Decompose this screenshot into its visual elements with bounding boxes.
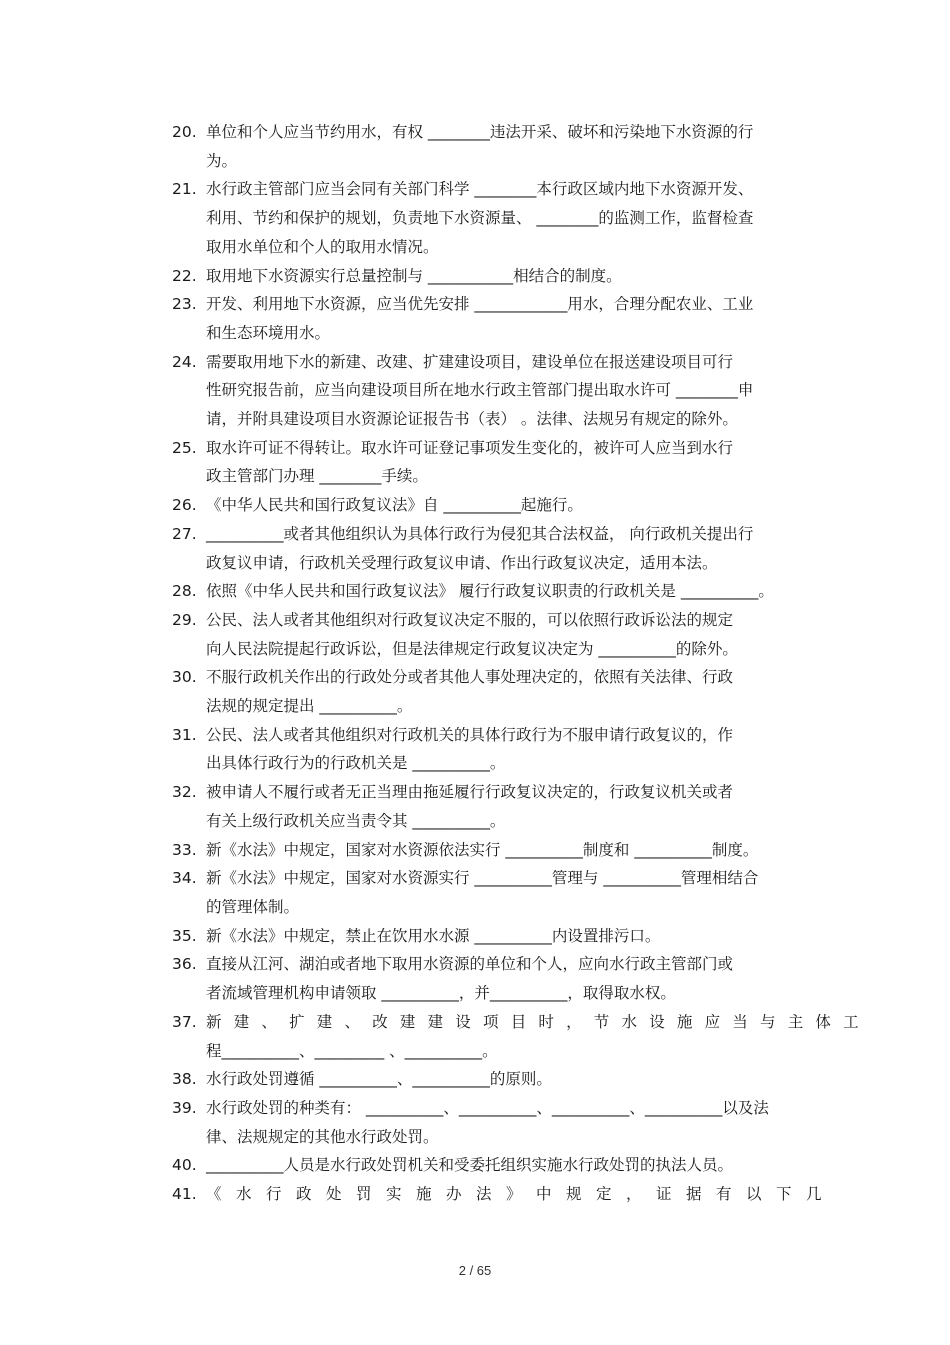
question-line: 取水许可证不得转让。取水许可证登记事项发生变化的，被许可人应当到水行 — [206, 438, 734, 457]
question-number: 31. — [172, 725, 197, 744]
question-number: 24. — [172, 352, 197, 371]
question-line: 的管理体制。 — [206, 897, 300, 916]
question-text — [206, 1180, 862, 1209]
question-line: 请，并附具建设项目水资源论证报告书（表） 。法律、法规另有规定的除外。 — [206, 410, 738, 429]
question-line: 向人民法院提起行政诉讼，但是法律规定行政复议决定为 __________的除外。 — [206, 639, 738, 658]
question-text — [206, 1008, 871, 1065]
question-item — [172, 434, 862, 491]
question-line: 需要取用地下水的新建、改建、扩建建设项目，建设单位在报送建设项目可行 — [206, 352, 734, 371]
question-text — [206, 1151, 862, 1180]
question-item — [172, 491, 862, 520]
question-line: 水行政主管部门应当会同有关部门科学 ________本行政区域内地下水资源开发、 — [206, 180, 754, 199]
question-number: 20. — [172, 123, 197, 141]
question-line: 公民、法人或者其他组织对行政机关的具体行政行为不服申请行政复议的，作 — [206, 725, 734, 744]
question-line: 利用、节约和保护的规划，负责地下水资源量、 ________的监测工作，监督检查 — [206, 209, 754, 228]
question-line: 法规的规定提出 __________。 — [206, 697, 413, 716]
question-line: 取用地下水资源实行总量控制与 ___________相结合的制度。 — [206, 266, 622, 285]
question-text — [206, 721, 862, 778]
question-line: 不服行政机关作出的行政处分或者其他人事处理决定的，依照有关法律、行政 — [206, 668, 734, 687]
question-text — [206, 663, 862, 720]
question-item — [172, 1180, 862, 1209]
question-number: 28. — [172, 582, 197, 601]
question-item — [172, 175, 862, 261]
question-number: 29. — [172, 610, 197, 629]
question-text — [206, 836, 862, 865]
question-line: 被申请人不履行或者无正当理由拖延履行行政复议决定的，行政复议机关或者 — [206, 783, 734, 802]
question-item — [172, 606, 862, 663]
question-line: 直接从江河、湖泊或者地下取用水资源的单位和个人，应向水行政主管部门或 — [206, 955, 734, 974]
question-number: 25. — [172, 438, 197, 457]
question-number: 41. — [172, 1185, 197, 1204]
question-line: __________人员是水行政处罚机关和受委托组织实施水行政处罚的执法人员。 — [206, 1156, 734, 1175]
question-number: 33. — [172, 840, 197, 859]
question-text — [206, 778, 862, 835]
question-line: 新《水法》中规定，国家对水资源实行 __________管理与 __________管理相结合 — [206, 869, 759, 888]
question-list — [172, 118, 871, 1209]
question-line: 开发、利用地下水资源，应当优先安排 ____________用水，合理分配农业、工业 — [206, 295, 754, 314]
page-number: 2 / 65 — [458, 1263, 492, 1278]
question-number: 32. — [172, 783, 197, 802]
question-line: 政主管部门办理 ________手续。 — [206, 467, 428, 486]
question-item — [172, 1151, 862, 1180]
question-number: 37. — [172, 1012, 197, 1031]
question-text — [206, 348, 862, 434]
question-text — [206, 118, 862, 175]
question-item — [172, 577, 862, 606]
question-line: __________或者其他组织认为具体行政行为侵犯其合法权益， 向行政机关提出行 — [206, 524, 754, 543]
question-number: 36. — [172, 955, 197, 974]
question-line: 公民、法人或者其他组织对行政复议决定不服的，可以依照行政诉讼法的规定 — [206, 610, 734, 629]
question-item — [172, 663, 862, 720]
question-line: 者流域管理机构申请领取 __________，并__________，取得取水权。 — [206, 984, 676, 1003]
question-item — [172, 348, 862, 434]
question-item — [172, 290, 862, 347]
question-item — [172, 118, 862, 175]
question-line: 取用水单位和个人的取用水情况。 — [206, 237, 439, 256]
question-item — [172, 520, 862, 577]
question-line: 性研究报告前，应当向建设项目所在地水行政主管部门提出取水许可 ________申 — [206, 381, 754, 400]
question-line: 和生态环境用水。 — [206, 323, 331, 342]
question-line: 有关上级行政机关应当责令其 __________。 — [206, 811, 506, 830]
question-item — [172, 721, 862, 778]
question-line: 程__________、_________ 、__________。 — [206, 1041, 498, 1060]
question-item — [172, 950, 862, 1007]
question-item — [172, 1065, 862, 1094]
question-text — [206, 864, 862, 921]
question-number: 40. — [172, 1156, 197, 1175]
question-text — [206, 577, 862, 606]
question-number: 27. — [172, 524, 197, 543]
question-line: 《水行政处罚实施办法》中规定，证据有以下几 — [206, 1185, 837, 1204]
question-line: 律、法规规定的其他水行政处罚。 — [206, 1127, 439, 1146]
question-item — [172, 262, 862, 291]
question-item — [172, 1008, 871, 1065]
question-number: 38. — [172, 1070, 197, 1089]
question-line: 出具体行政行为的行政机关是 __________。 — [206, 754, 506, 773]
question-line: 新《水法》中规定，禁止在饮用水水源 __________内设置排污口。 — [206, 926, 661, 945]
question-line: 水行政处罚遵循 __________、__________的原则。 — [206, 1070, 552, 1089]
question-text — [206, 491, 862, 520]
question-line: 政复议申请，行政机关受理行政复议申请、作出行政复议决定，适用本法。 — [206, 553, 718, 572]
question-text — [206, 520, 862, 577]
question-text — [206, 1065, 862, 1094]
question-item — [172, 778, 862, 835]
question-number: 26. — [172, 496, 197, 515]
question-item — [172, 836, 862, 865]
question-item — [172, 1094, 862, 1151]
question-line: 水行政处罚的种类有： __________、__________、__________、__________以及法 — [206, 1098, 769, 1117]
question-line: 新建、扩建、改建建设项目时，节水设施应当与主体工 — [206, 1012, 871, 1031]
question-text — [206, 1094, 862, 1151]
question-text — [206, 434, 862, 491]
question-number: 34. — [172, 869, 197, 888]
question-line: 新《水法》中规定，国家对水资源依法实行 __________制度和 __________制度。 — [206, 840, 759, 859]
question-text — [206, 175, 862, 261]
question-number: 30. — [172, 668, 197, 687]
question-item — [172, 864, 862, 921]
question-line: 依照《中华人民共和国行政复议法》 履行行政复议职责的行政机关是 __________。 — [206, 582, 774, 601]
question-text — [206, 290, 862, 347]
question-text — [206, 262, 862, 291]
question-number: 21. — [172, 180, 197, 199]
question-number: 22. — [172, 266, 197, 285]
question-line: 为。 — [206, 151, 238, 170]
question-number: 35. — [172, 926, 197, 945]
question-item — [172, 922, 862, 951]
question-text — [206, 950, 862, 1007]
question-number: 23. — [172, 295, 197, 314]
question-number: 39. — [172, 1098, 197, 1117]
question-line: 《中华人民共和国行政复议法》自 __________起施行。 — [206, 496, 583, 515]
question-line: 单位和个人应当节约用水，有权 ________违法开采、破坏和污染地下水资源的行 — [206, 123, 754, 141]
question-text — [206, 922, 862, 951]
question-text — [206, 606, 862, 663]
